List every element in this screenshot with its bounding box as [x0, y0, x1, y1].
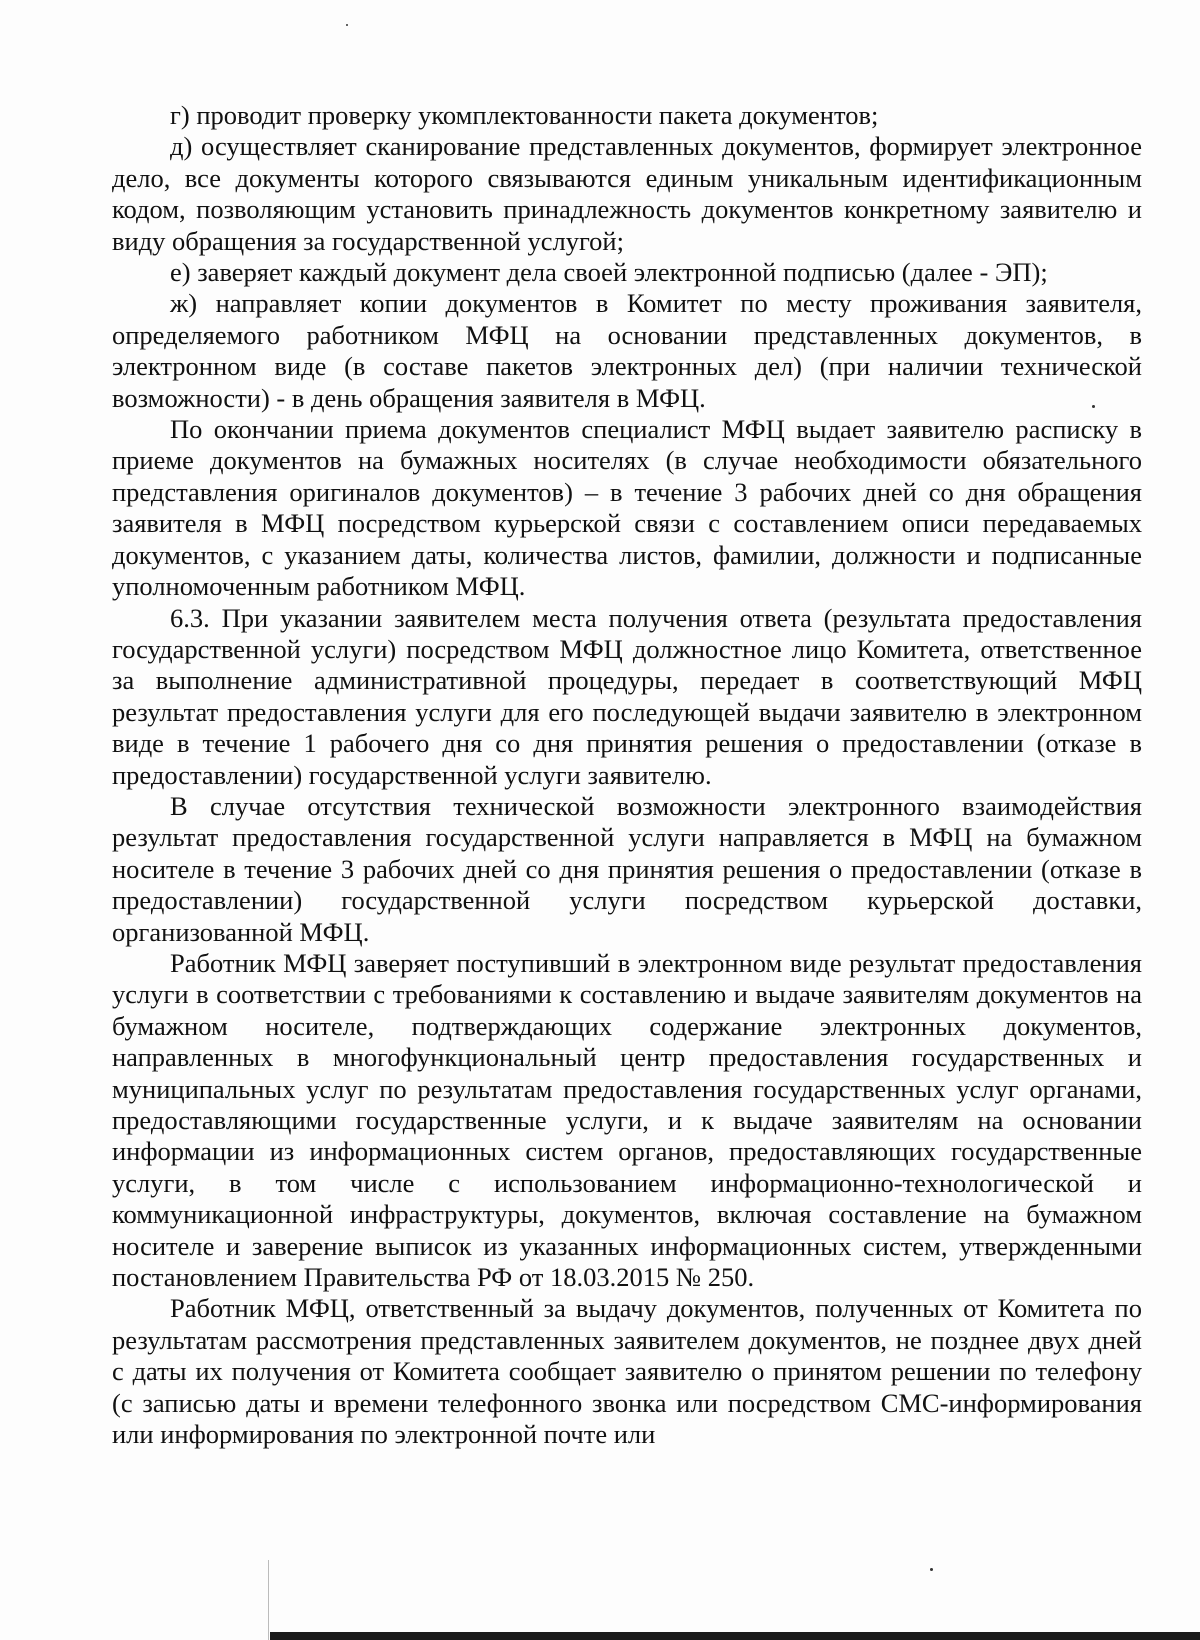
scan-edge-line [268, 1560, 269, 1640]
paragraph-zh: ж) направляет копии документов в Комитет по месту проживания заявителя, определяемого работником МФЦ на основании представленных документов, в электронном виде (в составе пакетов электронных дел) (при наличии технической возможности) - в день обращения заявителя в МФЦ. [112, 288, 1142, 413]
paragraph-certification: Работник МФЦ заверяет поступивший в электронном виде результат предоставления услуги в соответствии с требованиями к составлению и выдаче заявителям документов на бумажном носителе, подтверждающих содержание электронных документов, направленных в многофункциональный центр предоставления государственных и муниципальных услуг по результатам предоставления государственных услуг органами, предоставляющими государственные услуги, и к выдаче заявителям на основании информации из информационных систем органов, предоставляющих государственные услуги, в том числе с использованием информационно-технологической и коммуникационной инфраструктуры, документов, включая составление на бумажном носителе и заверение выписок из указанных информационных систем, утвержденными постановлением Правительства РФ от 18.03.2015 № 250. [112, 947, 1142, 1293]
paragraph-d: д) осуществляет сканирование представленных документов, формирует электронное дело, все документы которого связываются единым уникальным идентификационным кодом, позволяющим установить принадлежность документов конкретному заявителю и виду обращения за государственной услугой; [112, 131, 1142, 256]
paragraph-g: г) проводит проверку укомплектованности пакета документов; [170, 100, 879, 130]
scan-bottom-edge [270, 1632, 1200, 1640]
paragraph-e: е) заверяет каждый документ дела своей электронной подписью (далее - ЭП); [170, 257, 1048, 288]
document-body [112, 100, 1142, 1450]
paragraph-receipt: По окончании приема документов специалист МФЦ выдает заявителю расписку в приеме документов на бумажных носителях (в случае необходимости обязательного представления оригиналов документов) – в течение 3 рабочих дней со дня обращения заявителя в МФЦ посредством курьерской связи с составлением описи передаваемых документов, с указанием даты, количества листов, фамилии, должности и подписанные уполномоченным работником МФЦ. [112, 414, 1142, 602]
scan-speck [930, 1568, 933, 1571]
paragraph-6-3: 6.3. При указании заявителем места получения ответа (результата предоставления государственной услуги) посредством МФЦ должностное лицо Комитета, ответственное за выполнение административной процедуры, передает в соответствующий МФЦ результат предоставления услуги для его последующей выдачи заявителю в электронном виде в течение 1 рабочего дня со дня принятия решения о предоставлении (отказе в предоставлении) государственной услуги заявителю. [112, 602, 1142, 790]
scan-speck [346, 24, 348, 26]
paragraph-no-tech: В случае отсутствия технической возможности электронного взаимодействия результат предоставления государственной услуги направляется в МФЦ на бумажном носителе в течение 3 рабочих дней со дня принятия решения о предоставлении (отказе в предоставлении) государственной услуги посредством курьерской доставки, организованной МФЦ. [112, 790, 1142, 947]
paragraph-notification: Работник МФЦ, ответственный за выдачу документов, полученных от Комитета по результатам рассмотрения представленных заявителем документов, не позднее двух дней с даты их получения от Комитета сообщает заявителю о принятом решении по телефону (с записью даты и времени телефонного звонка или посредством СМС-информирования или информирования по электронной почте или [112, 1293, 1142, 1450]
